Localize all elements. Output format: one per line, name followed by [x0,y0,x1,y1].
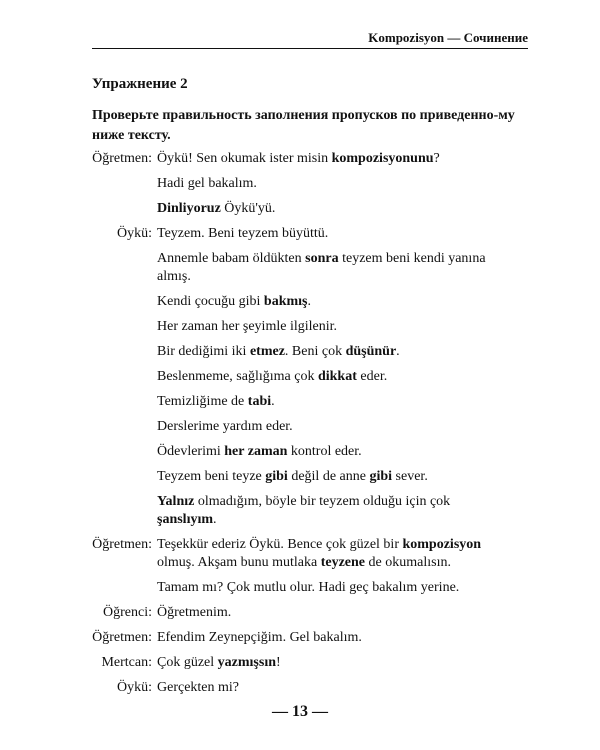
dialogue-line [0,318,600,336]
text-fragment: Kendi çocuğu gibi [157,294,264,309]
text-fragment: . [271,394,275,409]
text-fragment: ? [433,151,440,166]
exercise-instruction: Проверьте правильность заполнения пропусков по приведенно-му ниже тексту. [92,108,515,143]
text-fragment: Tamam mı? Çok mutlu olur. Hadi geç bakalım yerine. [157,580,460,595]
text-fragment: teyzem beni kendi yanına almış. [157,251,486,284]
dialogue-line [0,443,600,461]
text-fragment: değil de anne [287,469,370,484]
text-fragment: Bir dediğimi iki [157,344,250,359]
text-fragment: kontrol eder. [287,444,362,459]
filled-blank-word: şanslıyım [157,512,214,527]
speaker-label: Öğrenci: [103,605,152,620]
text-fragment: . [213,512,217,527]
dialogue-line [0,293,600,311]
filled-blank-word: kompozisyon [402,537,482,552]
dialogue-text [157,343,492,361]
running-header: Kompozisyon — Сочинение [368,30,528,45]
text-fragment: Temizliğime de [157,394,248,409]
dialogue-line [0,629,600,647]
speaker-label: Öğretmen: [92,630,152,645]
filled-blank-word: tabi [247,394,272,409]
dialogue-text [157,493,492,529]
text-fragment: Çok güzel [157,655,218,670]
text-fragment: . [396,344,400,359]
text-fragment: Beslenmeme, sağlığıma çok [157,369,318,384]
filled-blank-word: her zaman [224,444,288,459]
text-fragment: Öykü'yü. [220,201,276,216]
filled-blank-word: dikkat [317,369,357,384]
exercise-title: Упражнение 2 [92,76,188,92]
text-fragment: eder. [356,369,388,384]
dialogue-line [0,250,600,286]
dialogue-text [157,604,492,622]
speaker-label: Öğretmen: [92,537,152,552]
text-fragment: Hadi gel bakalım. [157,176,257,191]
text-fragment: Öğretmenim. [157,605,232,620]
filled-blank-word: yazmışsın [217,655,276,670]
dialogue-text [157,418,492,436]
filled-blank-word: gibi [265,469,288,484]
text-fragment: olmadığım, böyle bir teyzem olduğu için çok [194,494,451,509]
text-fragment: Her zaman her şeyimle ilgilenir. [157,319,337,334]
text-fragment: Gerçekten mi? [157,680,240,695]
dialogue-line [0,493,600,529]
dialogue-block [0,150,600,697]
text-fragment: sever. [392,469,428,484]
text-fragment: . Beni çok [284,344,346,359]
dialogue-text [157,318,492,336]
dialogue-text [157,579,492,597]
filled-blank-word: gibi [369,469,393,484]
text-fragment: de okumalısın. [365,555,451,570]
filled-blank-word: etmez [249,344,285,359]
text-fragment: Teşekkür ederiz Öykü. Bence çok güzel bir [157,537,403,552]
text-fragment: Teyzem beni teyze [157,469,266,484]
dialogue-line [0,418,600,436]
dialogue-text [157,629,492,647]
dialogue-text [157,368,492,386]
text-fragment: Ödevlerimi [157,444,225,459]
filled-blank-word: Dinliyoruz [157,201,221,216]
filled-blank-word: Yalnız [157,494,195,509]
dialogue-line [0,604,600,622]
speaker-label: Öğretmen: [92,151,152,166]
dialogue-line [0,536,600,572]
dialogue-text [157,468,492,486]
dialogue-line [0,225,600,243]
text-fragment: Annemle babam öldükten [157,251,306,266]
dialogue-line [0,200,600,218]
dialogue-text [157,175,492,193]
dialogue-line [0,175,600,193]
dialogue-line [0,368,600,386]
filled-blank-word: bakmış [263,294,308,309]
dialogue-text [157,393,492,411]
dialogue-line [0,654,600,672]
text-fragment: Derslerime yardım eder. [157,419,293,434]
dialogue-text [157,225,492,243]
filled-blank-word: sonra [305,251,339,266]
text-fragment: Öykü! Sen okumak ister misin [157,151,332,166]
text-fragment: . [307,294,311,309]
text-fragment: olmuş. Akşam bunu mutlaka [157,555,321,570]
dialogue-line [0,579,600,597]
dialogue-line [0,393,600,411]
dialogue-text [157,536,492,572]
speaker-label: Mertcan: [101,655,152,670]
header-rule [92,48,528,49]
dialogue-text [157,200,492,218]
text-fragment: ! [276,655,281,670]
text-fragment: Teyzem. Beni teyzem büyüttü. [157,226,329,241]
filled-blank-word: teyzene [320,555,366,570]
dialogue-line [0,468,600,486]
dialogue-line [0,343,600,361]
speaker-label: Öykü: [117,226,152,241]
dialogue-text [157,250,492,286]
page-number: — 13 — [272,703,328,720]
dialogue-line [0,150,600,168]
dialogue-text [157,654,492,672]
dialogue-text [157,150,492,168]
filled-blank-word: kompozisyonunu [331,151,434,166]
filled-blank-word: düşünür [345,344,397,359]
dialogue-text [157,293,492,311]
text-fragment: Efendim Zeynepçiğim. Gel bakalım. [157,630,362,645]
dialogue-text [157,679,492,697]
dialogue-text [157,443,492,461]
dialogue-line [0,679,600,697]
speaker-label: Öykü: [117,680,152,695]
